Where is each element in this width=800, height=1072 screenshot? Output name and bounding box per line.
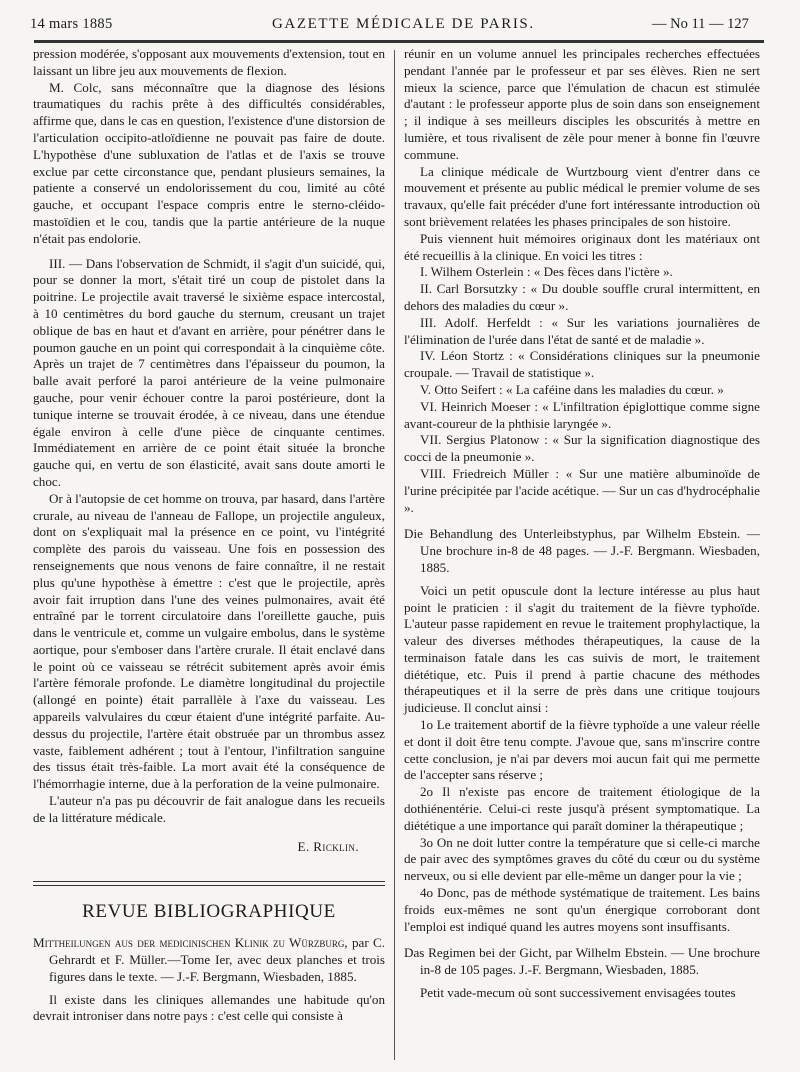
memoir-title: VIII. Friedreich Müller : « Sur une matière albuminoïde de l'urine précipitée par l'acide acétique. — Sur un cas d'hydrocéphalie ». (404, 465, 760, 515)
conclusion-item: 1o Le traitement abortif de la fièvre typhoïde a une valeur réelle et dont il doit être tenu compte. J'avoue que, sans m'inscrire contre cette conclusion, je n'ai par devers moi aucun fait qui me permette de l'accepter sans réserve ; (404, 717, 760, 783)
section-rule (33, 881, 385, 886)
paragraph: Puis viennent huit mémoires originaux dont les matériaux ont été recueillis à la clinique. En voici les titres : (404, 230, 760, 263)
memoir-title: IV. Léon Stortz : « Considérations cliniques sur la pneumonie croupale. — Travail de statistique ». (404, 348, 760, 381)
paragraph: III. — Dans l'observation de Schmidt, il s'agit d'un suicidé, qui, pour se donner la mort, s'était tiré un coup de pistolet dans la poitrine. Le projectile avait traversé le sixième espace intercostal, à 10 centimètres du bord gauche du sternum, creusant un trajet oblique de bas en haut et d'avant en arrière, pour pénétrer dans le poumon gauche en un point qui correspondait à la cinquième côte. Après un trajet de 7 centimètres dans l'épaisseur du poumon, la balle avait perforé la paroi antérieure de la veine pulmonaire gauche, pour venir échouer contre la paroi postérieure, dont la tunique interne se trouvait érodée, à ce niveau, dans une étendue égale environ à celle d'une pièce de cinquante centimes. Immédiatement en arrière de ce point était située la bronche gauche qui, en vertu de son élasticité, avait sans doute amorti le choc. (33, 255, 385, 489)
conclusion-item: 3o On ne doit lutter contre la température que si celle-ci marche de pair avec des symptômes graves du côté du cœur ou du système nerveux, ou si elle devient par elle-même un danger pour la vie ; (404, 834, 760, 884)
section-title: REVUE BIBLIOGRAPHIQUE (82, 901, 336, 923)
memoir-title: VII. Sergius Platonow : « Sur la signification diagnostique des cocci de la pneumonie ». (404, 432, 760, 465)
issue-page-number: — No 11 — 127 (652, 16, 749, 32)
memoir-title: II. Carl Borsutzky : « Du double souffle crural intermittent, en dehors des maladies du cœur ». (404, 281, 760, 313)
running-head (0, 0, 800, 46)
paragraph: Or à l'autopsie de cet homme on trouva, par hasard, dans l'artère crurale, au niveau de l'anneau de Fallope, un projectile anguleux, dont on s'expliquait mal la présence en ce point, vu l'intégrité complète des parois du vaisseau. Une fois en possession des renseignements que nous venons de faire connaître, il ne restait plus qu'une hypothèse à émettre : c'est que le projectile, après avoir fait irruption dans l'une des veines pulmonaires, avait été entraîné par le torrent circulatoire dans l'oreillette gauche, puis dans le ventricule et, comme un vulgaire embolus, dans le système aortique, pour s'emboser dans l'artère crurale. Il était enclavé dans le point où ce vaisseau se rétrécit subitement après avoir émis l'artère fémorale profonde. Le diamètre longitudinal du projectile (allongé en pointe) était parrallèle à l'axe du vaisseau. Les appareils valvulaires du cœur étaient d'une intégrité parfaite. Au-dessus du projectile, l'artère était obstruée par un thrombus assez vaste, faiblement adhérent ; tout à l'entour, l'infiltration sanguine des tissus était très-faible. La mort avait été la conséquence de l'hémorrhagie interne, due à la perforation de la veine pulmonaire. (33, 490, 385, 792)
paragraph: réunir en un volume annuel les principales recherches effectuées pendant l'année par le professeur et par ses élèves. Rien ne sert mieux la science, parce que l'émulation de chacun est stimulée d'autant : le professeur apporte plus de soin dans son enseignement ; il indique à ses meilleurs disciples les obscurités à mettre en lumière, et tous rivalisent de zèle pour mener à bonne fin l'œuvre commune. (404, 46, 760, 162)
journal-title: GAZETTE MÉDICALE DE PARIS. (272, 16, 535, 32)
author-signature: E. Ricklin. (297, 838, 359, 854)
paragraph: pression modérée, s'opposant aux mouvements d'extension, tout en laissant un libre jeu aux mouvements de flexion. (33, 46, 385, 78)
book-title: Mittheilungen aus der medicinischen Klinik zu Würzburg, (33, 935, 348, 951)
paragraph: Il existe dans les cliniques allemandes une habitude qu'on devrait introniser dans notre pays : c'est celle qui consiste à (33, 991, 385, 1024)
conclusion-item: 2o Il n'existe pas encore de traitement étiologique de la dothiénentérie. Celui-ci reste jusqu'à présent symptomatique. La diététique a une importance qui paraît dominer la thérapeutique ; (404, 784, 760, 833)
memoir-title: I. Wilhem Osterlein : « Des fèces dans l'ictère ». (420, 264, 673, 280)
memoir-title: III. Adolf. Herfeldt : « Sur les variations journalières de l'élimination de l'urée dans l'état de santé et de maladie ». (404, 314, 760, 347)
bibliography-entry: Das Regimen bei der Gicht, par Wilhelm Ebstein. — Une brochure in-8 de 105 pages. J.-F. Bergmann, Wiesbaden, 1885. (404, 945, 760, 978)
header-rule (34, 40, 764, 43)
conclusion-item: 4o Donc, pas de méthode systématique de traitement. Les bains froids eux-mêmes ne sont qu'un énergique corroborant dont l'emploi est indiqué quand les autres moyens sont insuffisants. (404, 885, 760, 934)
memoir-title: V. Otto Seifert : « La caféine dans les maladies du cœur. » (420, 381, 724, 397)
book-details: par C. Gehrardt et F. Müller.—Tome Ier, avec deux planches et trois figures dans le texte. — J.-F. Bergmann, Wiesbaden, 1885. (49, 935, 386, 984)
paragraph: L'auteur n'a pas pu découvrir de fait analogue dans les recueils de la littérature médicale. (33, 793, 385, 825)
paragraph: M. Colc, sans méconnaître que la diagnose des lésions traumatiques du rachis prête à des difficultés considérables, affirme que, dans le cas en question, l'existence d'une distorsion de l'articulation occipito-atloïdienne ne pouvait pas faire de doute. L'hypothèse d'une subluxation de l'atlas et de l'axis se trouve exclue par cette circonstance que, pendant plusieurs semaines, la patiente a conservé un endolorissement du cou, limité au côté gauche, et occupant l'espace compris entre le sterno-cléido-mastoïdien et le cou, tandis que la partie antérieure de la nuque n'était pas endolorie. (33, 79, 385, 246)
paragraph: Petit vade-mecum où sont successivement envisagées toutes (420, 985, 736, 1001)
bibliography-entry (33, 935, 385, 985)
bibliography-entry: Die Behandlung des Unterleibstyphus, par Wilhelm Ebstein. — Une brochure in-8 de 48 pages. — J.-F. Bergmann. Wiesbaden, 1885. (404, 526, 760, 575)
column-divider (394, 50, 395, 1060)
right-column (404, 46, 760, 1002)
memoir-title: VI. Heinrich Moeser : « L'infiltration épiglottique comme signe avant-coureur de la phthisie laryngée ». (404, 398, 760, 431)
paragraph: La clinique médicale de Wurtzbourg vient d'entrer dans ce mouvement et présente au public médical le premier volume de ses travaux, qu'elle fait précéder d'une fort intéressante introduction où sont brièvement relatées les phases principales de son histoire. (404, 163, 760, 229)
issue-date: 14 mars 1885 (30, 16, 113, 32)
left-column (33, 46, 385, 1025)
paragraph: Voici un petit opuscule dont la lecture intéresse au plus haut point le praticien : il s'agit du traitement de la fièvre typhoïde. L'auteur passe rapidement en revue le traitement prophylactique, la valeur des diverses méthodes thérapeutiques, la cause de la terminaison fatale dans les cas suivis de mort, le traitement diététique, etc. Puis il prend à partie chacune des méthodes thérapeutiques et il la serre de près dans une critique toujours judicieuse. Il conclut ainsi : (404, 582, 760, 716)
